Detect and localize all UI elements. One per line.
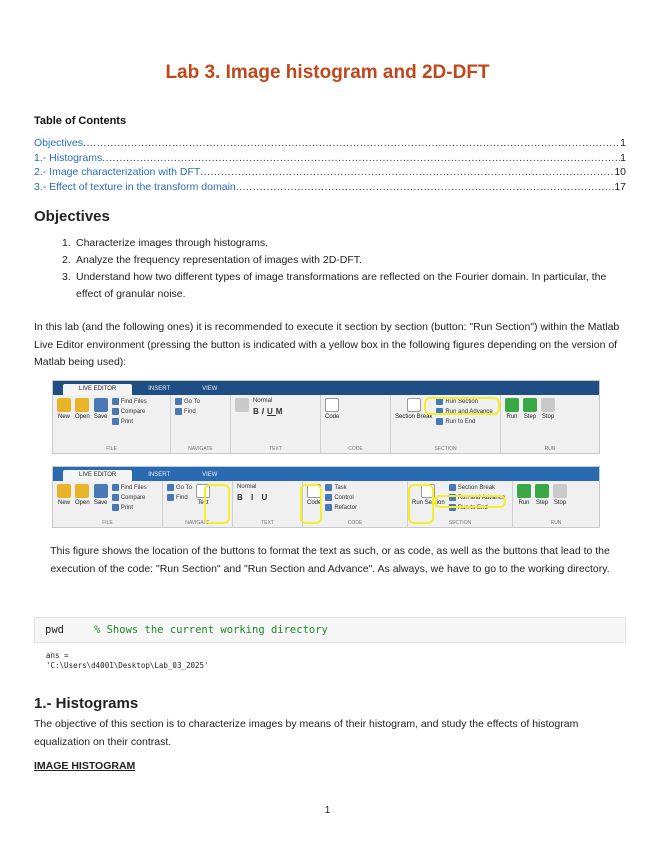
list-item [62,252,627,269]
run-and-advance-button[interactable]: Run and Advance [449,494,505,501]
save-icon [94,484,108,498]
file-group [53,481,163,527]
ribbon-tabs [53,467,599,481]
navigate-group [171,395,231,453]
run-to-end-button[interactable]: Run to End [449,504,505,511]
text-style-button[interactable] [235,398,249,453]
section-break-button[interactable]: Section Break [395,398,432,453]
code-group [321,395,391,453]
toc-entry-label[interactable]: 2.- Image characterization with DFT [34,166,201,178]
toc-entry-label[interactable]: 3.- Effect of texture in the transform domain [34,180,236,193]
list-item [62,269,627,303]
list-text: Characterize images through histograms. [76,237,269,249]
text-group [233,481,303,527]
toc-leader [236,181,615,193]
matlab-toolbar-image-1 [52,380,600,454]
play-icon [505,398,519,412]
objectives-list [62,235,627,303]
save-icon [94,398,108,412]
text-group [231,395,321,453]
print-button[interactable]: Print [112,504,147,511]
group-label: RUN [550,520,562,526]
file-stack [112,398,147,453]
toc-entry-page: 10 [614,166,626,178]
format-stack [253,398,285,453]
matlab-toolbar-image-2 [52,466,600,528]
run-section-button[interactable]: Run Section [412,484,445,527]
code-block[interactable] [34,617,626,643]
run-group [501,395,599,453]
goto-button[interactable]: Go To [175,398,200,405]
compare-button[interactable]: Compare [112,408,147,415]
tab-view[interactable]: VIEW [202,472,218,478]
toc-entry-page: 1 [620,151,626,164]
step-icon [523,398,537,412]
list-number: 1. [62,237,71,249]
open-button[interactable]: Open [75,484,90,527]
code-highlight [300,484,322,524]
code-icon [325,398,339,412]
print-button[interactable]: Print [112,418,147,425]
text-icon [235,398,249,412]
group-label: SECTION [448,520,472,526]
run-group [513,481,599,527]
step-button[interactable]: Step [535,484,549,527]
group-label: FILE [102,520,113,526]
histograms-heading: 1.- Histograms [34,695,139,712]
page-number: 1 [324,805,331,816]
run-and-advance-highlight [434,495,506,508]
group-label: TEXT [269,446,282,452]
group-label: SECTION [434,446,457,452]
nav-stack [175,398,200,453]
save-button[interactable]: Save [94,484,108,527]
toc-entry-label[interactable]: Objectives [34,137,84,149]
goto-button[interactable]: Go To [167,484,192,491]
list-item [62,235,627,252]
group-label: NAVIGATE [185,520,210,526]
group-label: TEXT [261,520,274,526]
ribbon [53,395,599,453]
format-buttons[interactable]: B I U [237,493,271,502]
output-line: 'C:\Users\d4001\Desktop\Lab_03_2025' [46,660,209,670]
folder-icon [75,484,89,498]
compare-button[interactable]: Compare [112,494,147,501]
play-icon [517,484,531,498]
ribbon-tabs [53,381,599,395]
group-label: NAVIGATE [188,446,213,452]
toc-entry-page: 1 [620,137,626,149]
list-number: 3. [62,271,71,283]
stop-icon [541,398,555,412]
section-break-button[interactable]: Section Break [449,484,505,491]
file-group [53,395,171,453]
stop-button[interactable]: Stop [541,398,555,453]
code-command: pwd [45,624,64,636]
new-icon [57,484,71,498]
new-icon [57,398,71,412]
document-title: Lab 3. Image histogram and 2D-DFT [165,62,490,83]
save-button[interactable]: Save [94,398,108,453]
toc-leader [102,152,620,164]
control-button[interactable]: Control [325,494,357,501]
intro-paragraph: In this lab (and the following ones) it is recommended to execute it section by section (button: "Run Section") within the Matlab Live Editor environment (pressing the button is indicated with a yellow box in the following figures depending on the version of Matlab being used): [34,321,620,368]
run-section-button[interactable]: Run Section [436,398,492,405]
find-button[interactable]: Find [167,494,192,501]
run-section-highlight [408,484,434,524]
toc-leader [83,137,620,149]
list-number: 2. [62,254,71,266]
section-break-icon [407,398,421,412]
code-button[interactable]: Code [325,398,339,453]
histograms-paragraph: The objective of this section is to characterize images by means of their histogram, and study the effects of histogram equalization on their contrast. [34,718,579,748]
refactor-button[interactable]: Refactor [325,504,357,511]
run-to-end-button[interactable]: Run to End [436,418,492,425]
tab-view[interactable]: VIEW [202,386,218,392]
toc-heading: Table of Contents [34,115,127,127]
tab-insert[interactable]: INSERT [148,472,171,478]
run-and-advance-button[interactable]: Run and Advance [436,408,492,415]
format-buttons[interactable]: B I U M [253,407,286,416]
tab-live-editor[interactable]: LIVE EDITOR [63,470,132,481]
table-of-contents [34,137,626,195]
find-files-button[interactable]: Find Files [112,398,147,405]
tab-live-editor[interactable]: LIVE EDITOR [63,384,132,395]
figure-caption: This figure shows the location of the buttons to format the text as such, or as code, as well as the buttons that lead to the execution of the code: "Run Section" and "Run Section and Advance". As always, we have to go to the working directory. [50,545,610,575]
toc-entry[interactable] [34,166,626,181]
code-output [46,651,209,670]
group-label: FILE [106,446,117,452]
toc-entry-label[interactable]: 1.- Histograms [34,151,103,164]
stop-button[interactable]: Stop [553,484,567,527]
toc-leader [200,166,614,178]
toc-entry[interactable] [34,137,626,152]
style-dropdown[interactable]: Normal [237,484,257,490]
toc-entry[interactable] [34,181,626,196]
task-button[interactable]: Task [325,484,357,491]
code-comment: % Shows the current working directory [93,624,328,636]
code-button[interactable]: Code [307,484,321,527]
step-button[interactable]: Step [523,398,537,453]
group-label: CODE [347,520,363,526]
group-label: RUN [544,446,556,452]
run-button[interactable]: Run [505,398,519,453]
output-line: ans = [46,651,69,660]
folder-icon [75,398,89,412]
open-button[interactable]: Open [75,398,90,453]
new-button[interactable]: New [57,484,71,527]
group-label: CODE [348,446,363,452]
objectives-heading: Objectives [34,208,110,225]
find-files-button[interactable]: Find Files [112,484,147,491]
image-histogram-subheading: IMAGE HISTOGRAM [34,760,136,772]
toc-entry-page: 17 [614,180,626,193]
list-text: Understand how two different types of image transformations are reflected on the Fourier domain. In particular, the effect of granular noise. [76,271,607,300]
new-button[interactable]: New [57,398,71,453]
text-highlight [204,484,230,524]
ribbon [53,481,599,527]
stop-icon [553,484,567,498]
run-section-highlight [424,397,500,415]
tab-insert[interactable]: INSERT [148,386,171,392]
list-text: Analyze the frequency representation of images with 2D-DFT. [76,254,362,266]
text-button[interactable]: Text [196,484,210,527]
toc-entry[interactable] [34,152,626,167]
find-button[interactable]: Find [175,408,200,415]
step-icon [535,484,549,498]
style-dropdown[interactable]: Normal [253,398,273,404]
run-button[interactable]: Run [517,484,531,527]
